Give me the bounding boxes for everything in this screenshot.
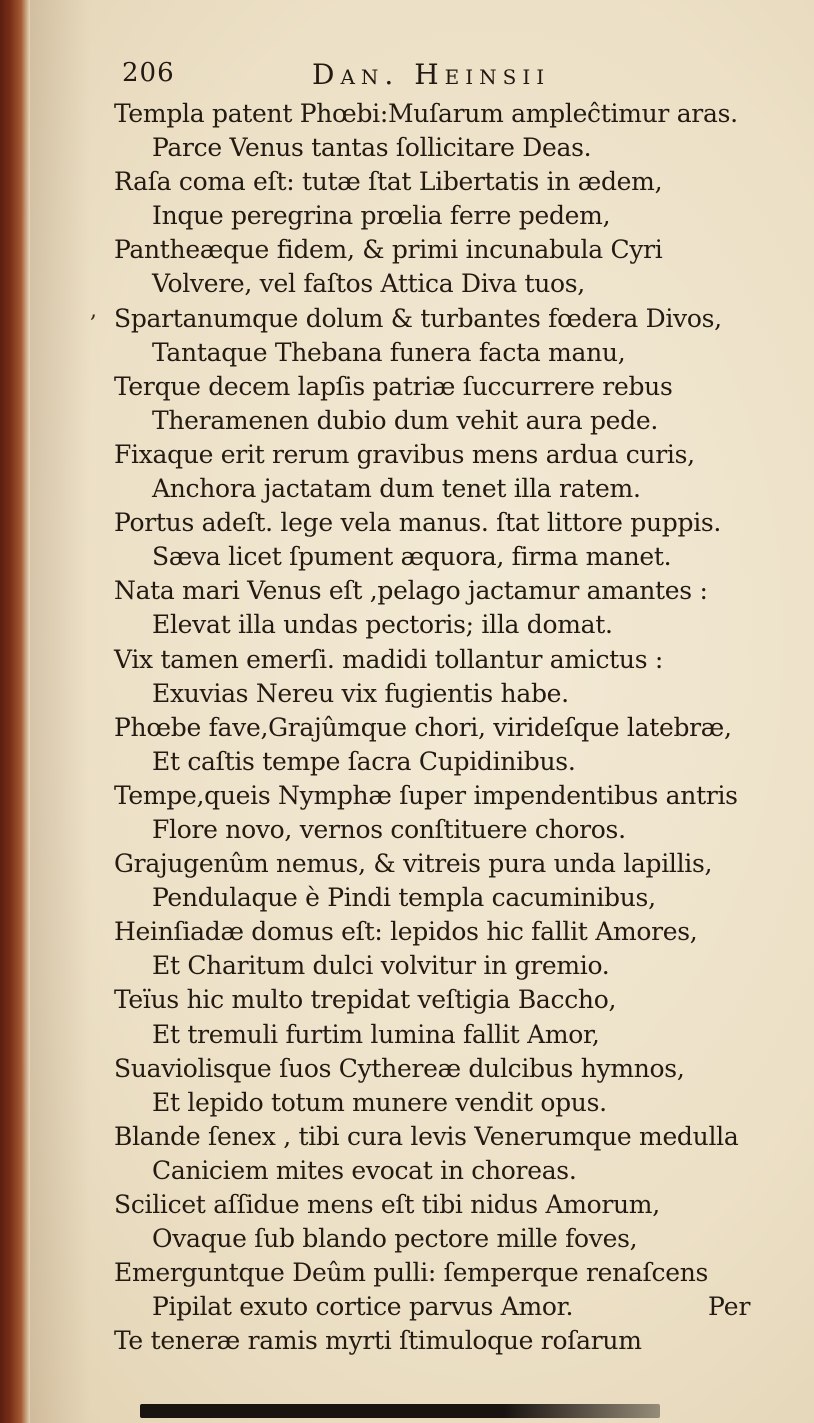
catchword: Per xyxy=(708,1292,751,1321)
poem-line: Elevat illa undas pectoris; illa domat. xyxy=(152,610,613,640)
poem-line: Volvere, vel faſtos Attica Diva tuos, xyxy=(152,269,585,299)
poem-line: Templa patent Phœbi:Muſarum ampleĉtimur aras. xyxy=(114,99,738,128)
bottom-edge-shadow xyxy=(140,1404,660,1418)
poem-line: Caniciem mites evocat in choreas. xyxy=(152,1155,577,1185)
running-head: Dan. Heinsii xyxy=(312,58,551,91)
poem-line: Anchora jactatam dum tenet illa ratem. xyxy=(152,474,641,504)
poem-line: Flore novo, vernos conſtituere choros. xyxy=(152,814,626,844)
poem-line: Ovaque ſub blando pectore mille foves, xyxy=(152,1224,638,1254)
poem-line: Sæva licet ſpument æquora, firma manet. xyxy=(152,542,672,572)
poem-line: Raſa coma eſt: tutæ ſtat Libertatis in ædem, xyxy=(114,167,663,197)
poem-line: Theramenen dubio dum vehit aura pede. xyxy=(152,405,658,435)
poem-line: Te teneræ ramis myrti ſtimuloque roſarum xyxy=(114,1326,642,1356)
page-number: 206 xyxy=(122,58,175,88)
poem-line: Emerguntque Deûm pulli: ſemperque renaſcens xyxy=(114,1258,709,1288)
poem-line: Teïus hic multo trepidat veſtigia Baccho, xyxy=(114,985,617,1015)
poem-line: Et Charitum dulci volvitur in gremio. xyxy=(152,951,610,981)
poem-line: Inque peregrina prœlia ferre pedem, xyxy=(152,201,611,231)
poem-line: Pantheæque fidem, & primi incunabula Cyri xyxy=(114,235,663,265)
poem-line: Parce Venus tantas ſollicitare Deas. xyxy=(152,133,592,163)
poem-line: Nata mari Venus eſt ,pelago jactamur amantes : xyxy=(114,576,708,606)
book-spine-edge xyxy=(0,0,30,1423)
poem-line: Vix tamen emerſi. madidi tollantur amictus : xyxy=(114,644,663,674)
poem-line: Scilicet aſſidue mens eſt tibi nidus Amorum, xyxy=(114,1190,660,1219)
poem-line: Spartanumque dolum & turbantes fœdera Divos, xyxy=(114,303,722,333)
poem-line: Et caſtis tempe ſacra Cupidinibus. xyxy=(152,746,576,776)
poem-line: Suaviolisque ſuos Cythereæ dulcibus hymnos, xyxy=(114,1053,685,1083)
poem-line: Exuvias Nereu vix fugientis habe. xyxy=(152,678,569,708)
poem-line: Fixaque erit rerum gravibus mens ardua curis, xyxy=(114,439,695,469)
poem-line: Terque decem lapſis patriæ ſuccurrere rebus xyxy=(114,371,673,401)
poem-line: Tempe,queis Nymphæ ſuper impendentibus antris xyxy=(114,780,738,810)
poem-line: Heinſiadæ domus eſt: lepidos hic fallit Amores, xyxy=(114,917,698,947)
poem-line: Tantaque Thebana funera facta manu, xyxy=(152,337,626,367)
margin-mark: , xyxy=(90,298,97,323)
poem-line: Grajugenûm nemus, & vitreis pura unda lapillis, xyxy=(114,849,713,879)
poem-line: Pendulaque è Pindi templa cacuminibus, xyxy=(152,883,656,913)
poem-line: Blande ſenex , tibi cura levis Venerumque medulla xyxy=(114,1121,739,1151)
poem-text-block xyxy=(114,97,794,1358)
poem-line: Et lepido totum munere vendit opus. xyxy=(152,1087,607,1117)
poem-line: Pipilat exuto cortice parvus Amor. xyxy=(152,1292,574,1322)
gutter-shadow xyxy=(30,0,90,1423)
poem-line: Portus adeſt. lege vela manus. ſtat littore puppis. xyxy=(114,508,722,538)
page-header xyxy=(122,58,682,94)
poem-line: Et tremuli furtim lumina fallit Amor, xyxy=(152,1019,600,1049)
poem-line: Phœbe fave,Grajûmque chori, virideſque latebræ, xyxy=(114,712,732,742)
